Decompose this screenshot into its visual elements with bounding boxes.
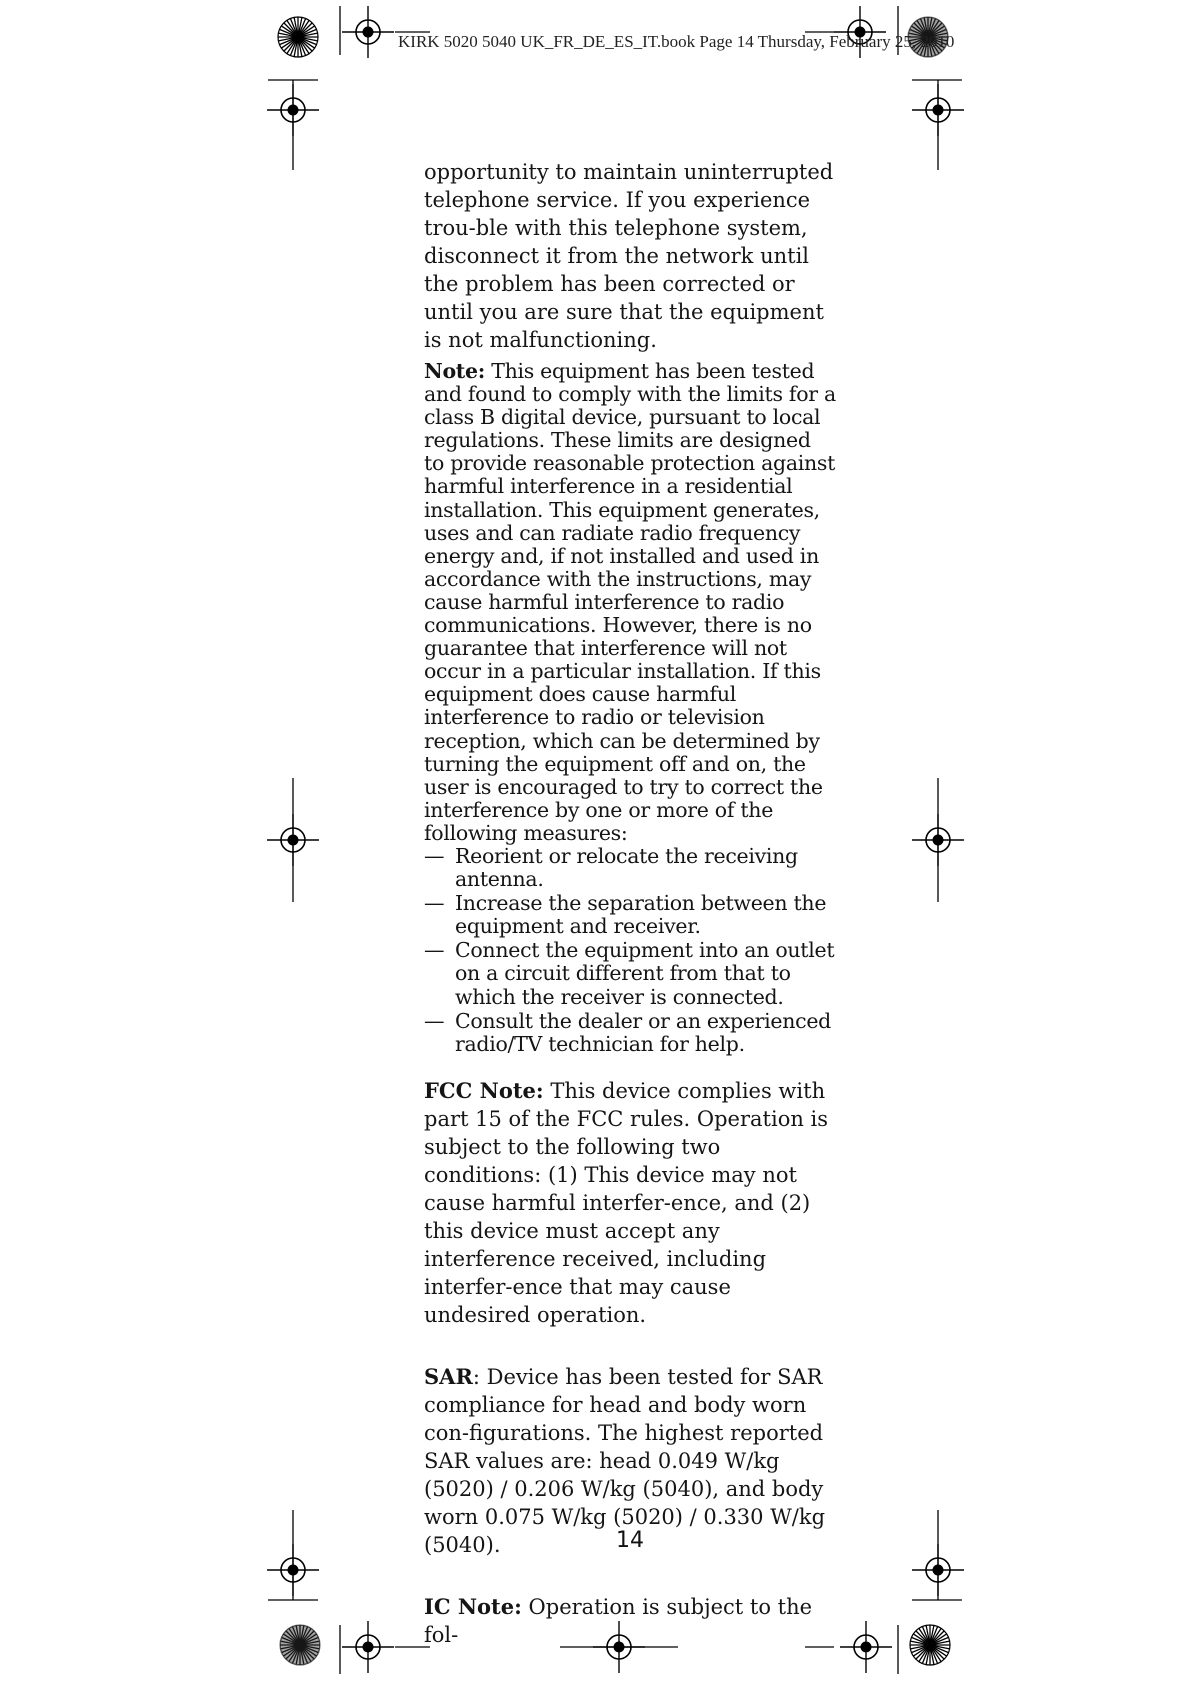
- measure-text: Consult the dealer or an experienced radio/TV technician for help.: [455, 1008, 832, 1056]
- dash-bullet: —: [424, 938, 445, 963]
- note-label: Note:: [424, 359, 485, 383]
- list-item: [424, 1010, 836, 1056]
- ic-note-text: Operation is subject to the fol-: [424, 1594, 813, 1647]
- measures-list: [424, 845, 836, 1056]
- intro-paragraph: opportunity to maintain uninterrupted telephone service. If you experience trou-ble with this telephone system, disconnect it from the network until the problem has been corrected or until you are sure that the equipment is not malfunctioning.: [424, 160, 834, 352]
- fcc-note-text: This device complies with part 15 of the FCC rules. Operation is subject to the following two conditions: (1) This device may not cause harmful interfer-ence, and (2) this device must accept any interference received, including interfer-ence that may cause undesired operation.: [424, 1078, 829, 1327]
- note-paragraph: [424, 360, 836, 845]
- sar-text: : Device has been tested for SAR compliance for head and body worn con-figurations. The highest reported SAR values are: head 0.049 W/kg (5020) / 0.206 W/kg (5040), and body worn 0.075 W/kg (5020) / 0.330 W/kg (5040).: [424, 1364, 826, 1557]
- book-slug-header: KIRK 5020 5040 UK_FR_DE_ES_IT.book Page 14 Thursday, February 25, 2010: [398, 32, 955, 51]
- fcc-note-paragraph: [424, 1077, 836, 1329]
- measure-text: Reorient or relocate the receiving antenna.: [455, 843, 798, 892]
- measure-text: Increase the separation between the equipment and receiver.: [455, 891, 827, 939]
- dash-bullet: —: [424, 891, 445, 916]
- list-item: [424, 845, 836, 891]
- fcc-note-label: FCC Note:: [424, 1077, 544, 1103]
- list-item: [424, 939, 836, 1008]
- note-text: This equipment has been tested and found to comply with the limits for a class B digital device, pursuant to local regulations. These limits are designed to provide reasonable protection against harmful interference in a residential installation. This equipment generates, uses and can radiate radio frequency energy and, if not installed and used in accordance with the instructions, may cause harmful interference to radio communications. However, there is no guarantee that interference will not occur in a particular installation. If this equipment does cause harmful interference to radio or television reception, which can be determined by turning the equipment off and on, the user is encouraged to try to correct the interference by one or more of the following measures:: [424, 359, 836, 845]
- dash-bullet: —: [424, 1008, 445, 1033]
- sar-label: SAR: [424, 1363, 473, 1389]
- ic-note-paragraph: [424, 1593, 836, 1649]
- page-number: 14: [616, 1528, 644, 1553]
- measure-text: Connect the equipment into an outlet on a circuit different from that to which the receiver is connected.: [455, 938, 835, 1009]
- list-item: [424, 892, 836, 938]
- dash-bullet: —: [424, 843, 445, 868]
- ic-note-label: IC Note:: [424, 1593, 522, 1619]
- page-body: [424, 158, 836, 1655]
